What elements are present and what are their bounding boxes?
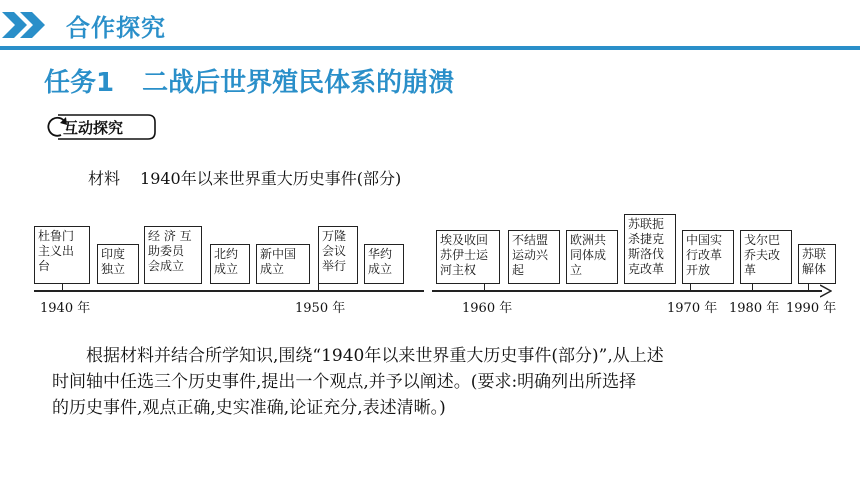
tick-1940	[62, 283, 63, 291]
year-label-1940: 1940 年	[40, 301, 91, 316]
year-label-1990: 1990 年	[786, 301, 837, 316]
question-line-1: 根据材料并结合所学知识,围绕“1940年以来世界重大历史事件(部分)”,从上述	[86, 346, 664, 366]
event-gorbachev-reform: 戈尔巴 乔夫改 革	[740, 230, 792, 284]
tick-1950	[318, 283, 319, 291]
section-header	[0, 0, 860, 50]
event-truman-doctrine: 杜鲁门 主义出 台	[34, 226, 90, 284]
double-chevron-icon	[0, 12, 48, 38]
event-comecon: 经 济 互 助委员 会成立	[144, 226, 202, 284]
year-label-1950: 1950 年	[295, 301, 346, 316]
event-non-aligned-movement: 不结盟 运动兴 起	[508, 230, 560, 284]
year-label-1960: 1960 年	[462, 301, 513, 316]
event-china-reform: 中国实 行改革 开放	[682, 230, 734, 284]
material-text: 1940年以来世界重大历史事件(部分)	[140, 169, 402, 188]
event-india-independence: 印度 独立	[97, 244, 139, 284]
task-title-text: 二战后世界殖民体系的崩溃	[142, 68, 455, 98]
section-title: 合作探究	[66, 14, 166, 42]
badge-label: 互动探究	[63, 119, 124, 137]
year-label-1970: 1970 年	[667, 301, 718, 316]
question-paragraph	[52, 343, 812, 421]
event-prague-spring: 苏联扼 杀捷克 斯洛伐 克改革	[624, 214, 676, 284]
question-line-3: 的历史事件,观点正确,史实准确,论证充分,表述清晰。)	[52, 398, 446, 418]
tick-1970	[690, 283, 691, 291]
timeline-axis-left	[34, 290, 424, 292]
timeline-axis-right	[432, 290, 822, 292]
task-heading	[44, 62, 454, 99]
event-prc-founding: 新中国 成立	[256, 244, 310, 284]
year-label-1980: 1980 年	[729, 301, 780, 316]
task-label: 任务1	[44, 68, 115, 98]
question-line-2: 时间轴中任选三个历史事件,提出一个观点,并予以阐述。(要求:明确列出所选择	[52, 372, 637, 392]
material-label: 材料	[88, 169, 121, 188]
event-suez-canal: 埃及收回 苏伊士运 河主权	[436, 230, 500, 284]
axis-arrow-icon	[820, 284, 832, 298]
event-european-community: 欧洲共 同体成 立	[566, 230, 618, 284]
tick-1990	[808, 283, 809, 291]
event-bandung-conference: 万隆 会议 举行	[318, 226, 358, 284]
header-divider	[0, 46, 860, 50]
tick-1980	[752, 283, 753, 291]
event-warsaw-pact: 华约 成立	[364, 244, 404, 284]
event-nato: 北约 成立	[210, 244, 250, 284]
material-caption	[88, 166, 401, 189]
event-ussr-dissolution: 苏联 解体	[798, 244, 836, 284]
tick-1960	[484, 283, 485, 291]
